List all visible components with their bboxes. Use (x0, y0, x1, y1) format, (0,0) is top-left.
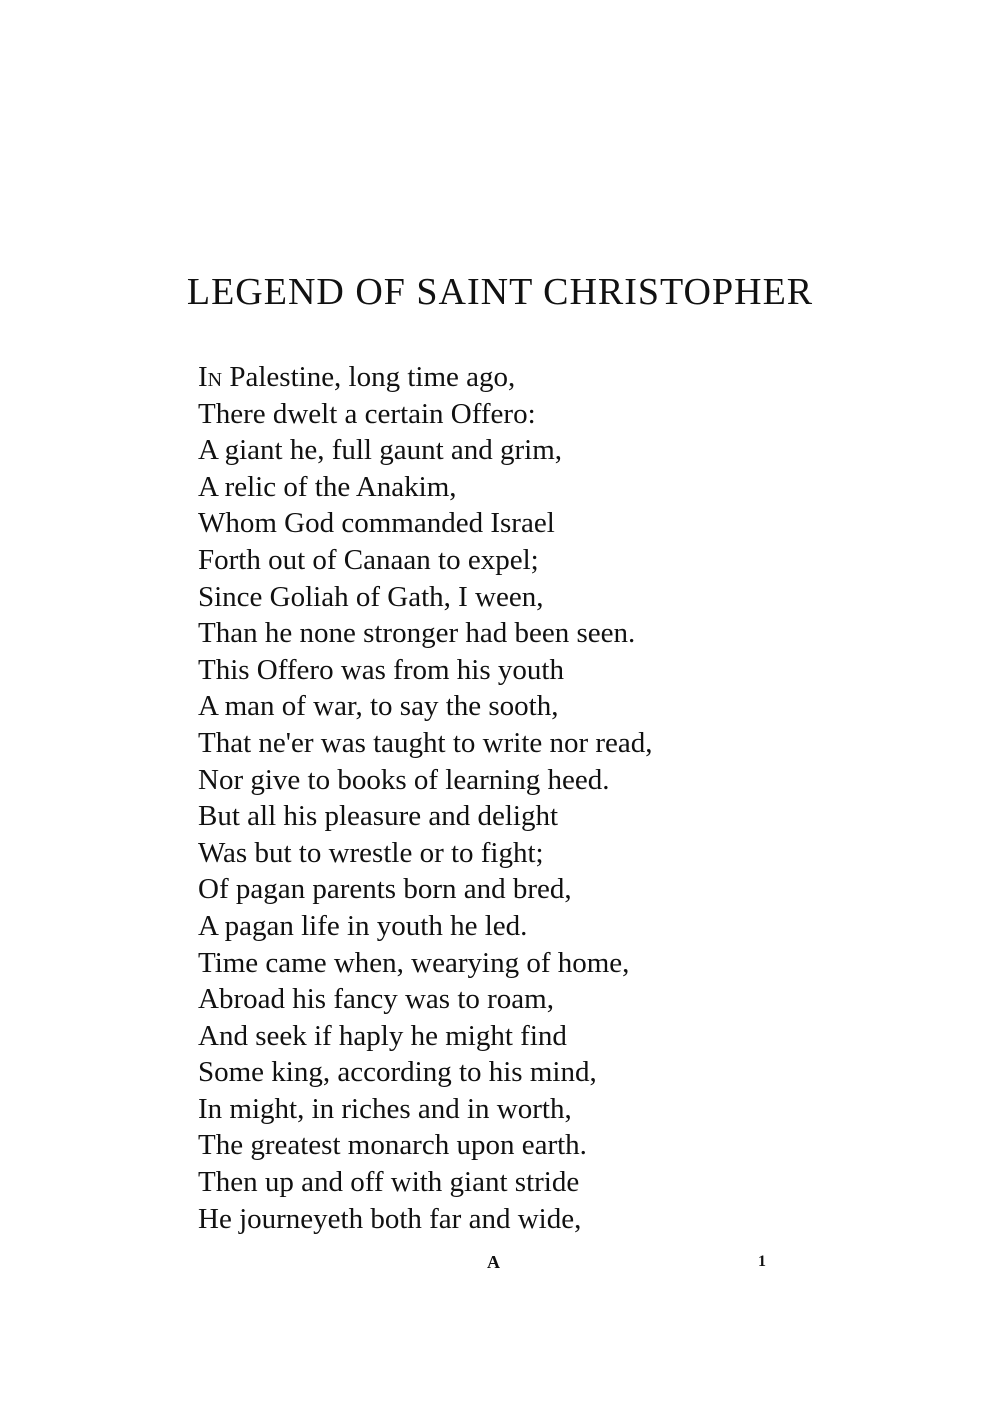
poem-line: In might, in riches and in worth, (198, 1092, 572, 1125)
poem-line: Of pagan parents born and bred, (198, 873, 572, 906)
poem-line: Some king, according to his mind, (198, 1056, 597, 1089)
poem-line: A giant he, full gaunt and grim, (198, 434, 563, 467)
poem-line: This Offero was from his youth (198, 653, 564, 686)
poem-line: Was but to wrestle or to fight; (198, 836, 544, 869)
page-number: 1 (758, 1253, 766, 1270)
first-line-text: Palestine, long time ago, (222, 361, 516, 393)
poem-body (198, 359, 653, 1237)
signature-mark: A (487, 1252, 500, 1272)
poem-line: Abroad his fancy was to roam, (198, 983, 554, 1016)
poem-line: Nor give to books of learning heed. (198, 763, 610, 796)
poem-line: There dwelt a certain Offero: (198, 397, 536, 430)
poem-line: Than he none stronger had been seen. (198, 617, 636, 650)
poem-line: Forth out of Canaan to expel; (198, 543, 539, 576)
poem-line: And seek if haply he might find (198, 1019, 567, 1052)
poem-line: A pagan life in youth he led. (198, 909, 528, 942)
poem-title: LEGEND OF SAINT CHRISTOPHER (186, 271, 814, 313)
poem-line: That ne'er was taught to write nor read, (198, 726, 653, 759)
poem-line (198, 359, 653, 396)
poem-line: But all his pleasure and delight (198, 800, 559, 833)
poem-line: A relic of the Anakim, (198, 470, 457, 503)
poem-line: The greatest monarch upon earth. (198, 1129, 587, 1162)
poem-line: Then up and off with giant stride (198, 1166, 580, 1199)
poem-line: He journeyeth both far and wide, (198, 1202, 582, 1235)
poem-line: Whom God commanded Israel (198, 507, 555, 540)
first-word-smallcaps: In (198, 361, 223, 393)
poem-line: A man of war, to say the sooth, (198, 690, 559, 723)
poem-line: Time came when, wearying of home, (198, 946, 630, 979)
poem-line: Since Goliah of Gath, I ween, (198, 580, 544, 613)
